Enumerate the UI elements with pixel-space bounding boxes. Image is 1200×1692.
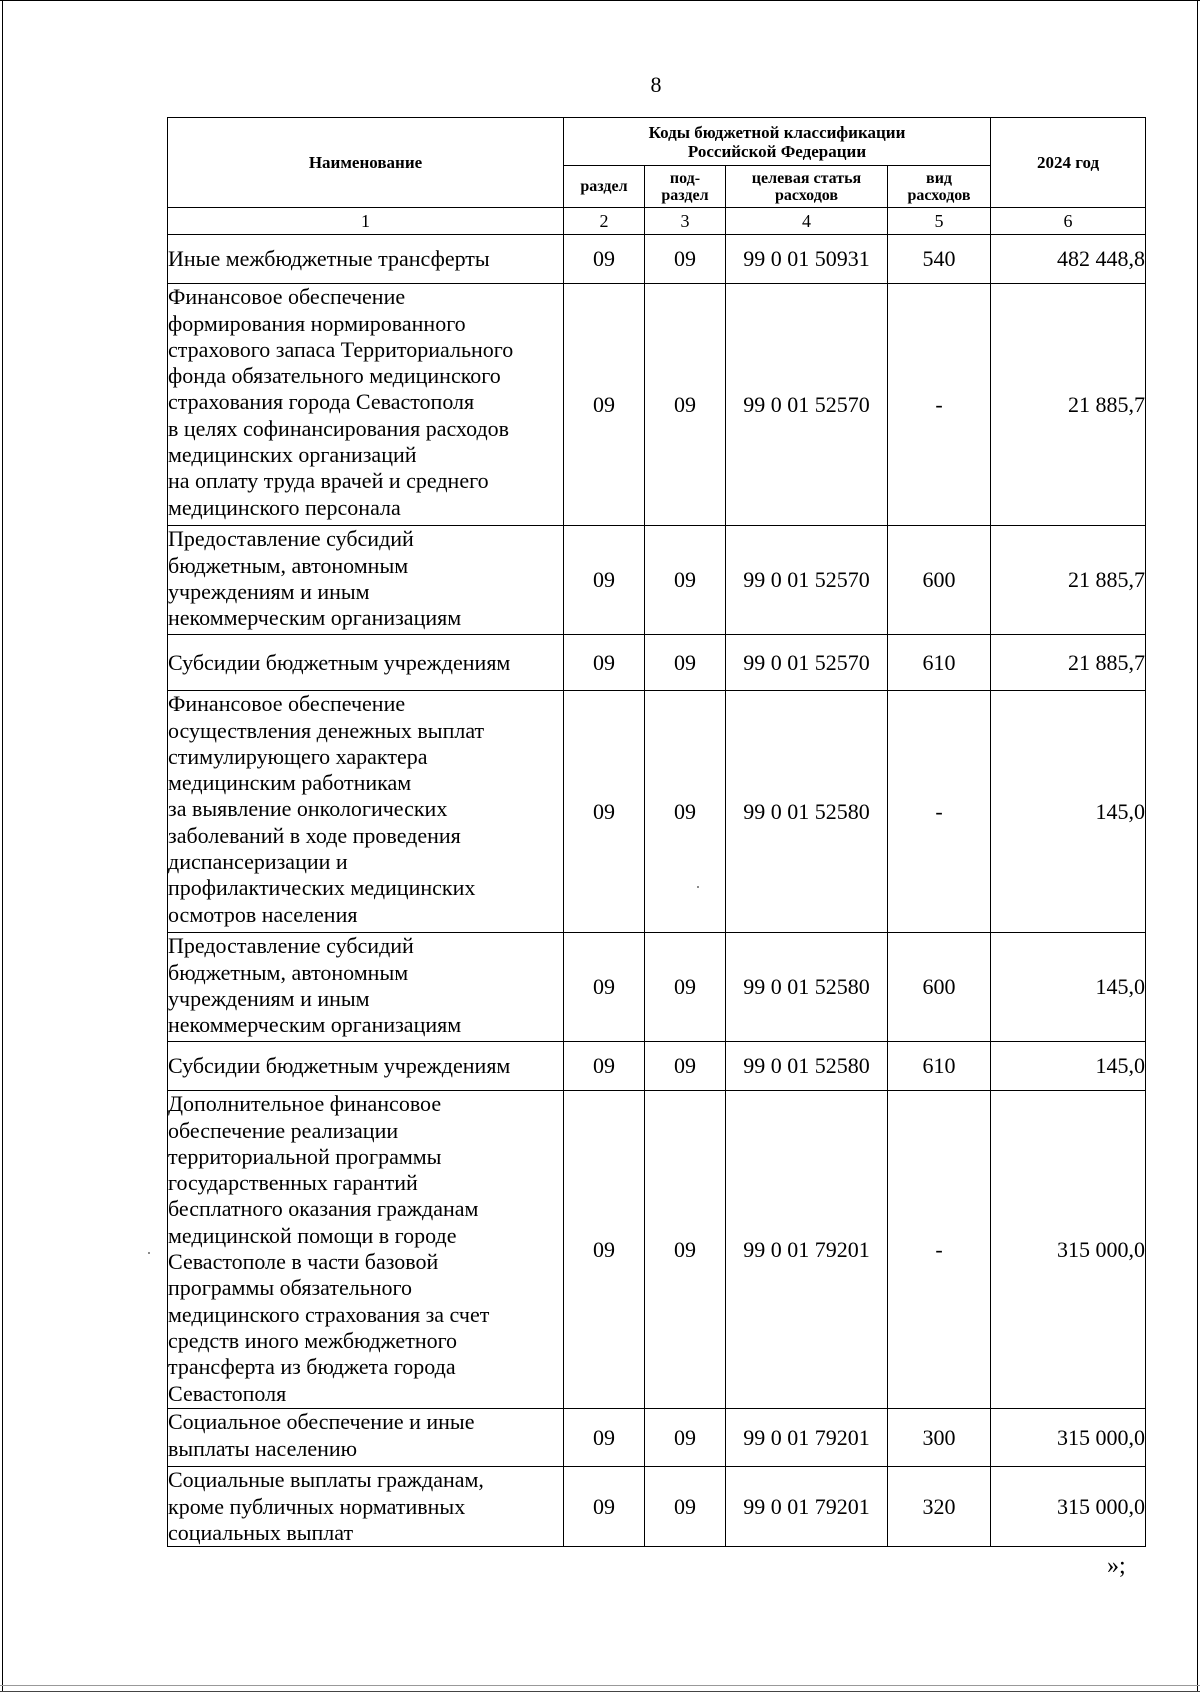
table-row bbox=[168, 1467, 1146, 1547]
row-target-article: 99 0 01 52570 bbox=[726, 284, 888, 526]
page-border-bottom-shadow bbox=[0, 1685, 1200, 1686]
row-target-article: 99 0 01 52580 bbox=[726, 1042, 888, 1091]
row-amount: 315 000,0 bbox=[991, 1467, 1146, 1547]
table-row bbox=[168, 1042, 1146, 1091]
row-expense-type: 610 bbox=[888, 1042, 991, 1091]
row-section: 09 bbox=[564, 635, 645, 691]
row-subsection: 09 bbox=[645, 1409, 726, 1467]
table-row bbox=[168, 1409, 1146, 1467]
table-row bbox=[168, 526, 1146, 635]
row-target-article: 99 0 01 52580 bbox=[726, 691, 888, 933]
table-row bbox=[168, 933, 1146, 1042]
row-amount: 482 448,8 bbox=[991, 235, 1146, 284]
row-amount: 21 885,7 bbox=[991, 526, 1146, 635]
row-target-article: 99 0 01 52580 bbox=[726, 933, 888, 1042]
header-name: Наименование bbox=[168, 118, 564, 208]
row-subsection: 09 bbox=[645, 235, 726, 284]
row-target-article: 99 0 01 52570 bbox=[726, 635, 888, 691]
row-expense-type: 600 bbox=[888, 933, 991, 1042]
row-target-article: 99 0 01 79201 bbox=[726, 1091, 888, 1409]
row-name: Предоставление субсидий бюджетным, автономным учреждениям и иным некоммерческим организациям bbox=[168, 933, 564, 1042]
row-target-article: 99 0 01 79201 bbox=[726, 1409, 888, 1467]
row-name: Социальные выплаты гражданам, кроме публичных нормативных социальных выплат bbox=[168, 1467, 564, 1547]
row-target-article: 99 0 01 52570 bbox=[726, 526, 888, 635]
row-name: Финансовое обеспечение осуществления денежных выплат стимулирующего характера медицинским работникам за выявление онкологических заболеваний в ходе проведения диспансеризации и профилактических медицинских осмотров населения bbox=[168, 691, 564, 933]
table-row bbox=[168, 1091, 1146, 1409]
page-border-top bbox=[0, 0, 1200, 1]
row-expense-type: 300 bbox=[888, 1409, 991, 1467]
row-subsection: 09 bbox=[645, 1091, 726, 1409]
row-amount: 315 000,0 bbox=[991, 1409, 1146, 1467]
column-number: 3 bbox=[645, 208, 726, 235]
row-section: 09 bbox=[564, 1409, 645, 1467]
row-name: Финансовое обеспечение формирования нормированного страхового запаса Территориального фонда обязательного медицинского страхования города Севастополя в целях софинансирования расходов медицинских организаций на оплату труда врачей и среднего медицинского персонала bbox=[168, 284, 564, 526]
page-border-left bbox=[2, 0, 3, 1692]
header-target-article: целевая статья расходов bbox=[726, 166, 888, 208]
row-section: 09 bbox=[564, 284, 645, 526]
row-expense-type: 600 bbox=[888, 526, 991, 635]
header-expense-type: вид расходов bbox=[888, 166, 991, 208]
row-subsection: 09 bbox=[645, 933, 726, 1042]
row-amount: 145,0 bbox=[991, 1042, 1146, 1091]
column-numbers-row bbox=[168, 208, 1146, 235]
column-number: 6 bbox=[991, 208, 1146, 235]
row-amount: 315 000,0 bbox=[991, 1091, 1146, 1409]
column-number: 1 bbox=[168, 208, 564, 235]
row-section: 09 bbox=[564, 1042, 645, 1091]
row-name: Субсидии бюджетным учреждениям bbox=[168, 635, 564, 691]
row-amount: 145,0 bbox=[991, 933, 1146, 1042]
header-year: 2024 год bbox=[991, 118, 1146, 208]
row-section: 09 bbox=[564, 235, 645, 284]
row-section: 09 bbox=[564, 1091, 645, 1409]
row-section: 09 bbox=[564, 1467, 645, 1547]
table-row bbox=[168, 635, 1146, 691]
budget-table bbox=[167, 117, 1146, 1547]
row-expense-type: 610 bbox=[888, 635, 991, 691]
row-name: Иные межбюджетные трансферты bbox=[168, 235, 564, 284]
column-number: 2 bbox=[564, 208, 645, 235]
row-subsection: 09 bbox=[645, 1042, 726, 1091]
scan-speck bbox=[148, 1252, 150, 1254]
row-name: Предоставление субсидий бюджетным, автономным учреждениям и иным некоммерческим организациям bbox=[168, 526, 564, 635]
table-row bbox=[168, 691, 1146, 933]
row-subsection: 09 bbox=[645, 1467, 726, 1547]
row-name: Дополнительное финансовое обеспечение реализации территориальной программы государственных гарантий бесплатного оказания гражданам медицинской помощи в городе Севастополе в части базовой программы обязательного медицинского страхования за счет средств иного межбюджетного трансферта из бюджета города Севастополя bbox=[168, 1091, 564, 1409]
row-amount: 145,0 bbox=[991, 691, 1146, 933]
header-section: раздел bbox=[564, 166, 645, 208]
header-subsection: под- раздел bbox=[645, 166, 726, 208]
row-expense-type: - bbox=[888, 1091, 991, 1409]
row-expense-type: - bbox=[888, 691, 991, 933]
row-expense-type: 540 bbox=[888, 235, 991, 284]
table-row bbox=[168, 284, 1146, 526]
row-expense-type: - bbox=[888, 284, 991, 526]
table-row bbox=[168, 235, 1146, 284]
page-border-right bbox=[1197, 0, 1198, 1692]
row-name: Субсидии бюджетным учреждениям bbox=[168, 1042, 564, 1091]
closing-quote-mark: »; bbox=[1107, 1553, 1126, 1579]
row-amount: 21 885,7 bbox=[991, 284, 1146, 526]
row-target-article: 99 0 01 50931 bbox=[726, 235, 888, 284]
page-number: 8 bbox=[650, 72, 662, 97]
row-section: 09 bbox=[564, 691, 645, 933]
row-section: 09 bbox=[564, 526, 645, 635]
row-subsection: 09 bbox=[645, 635, 726, 691]
row-subsection: 09 bbox=[645, 284, 726, 526]
row-target-article: 99 0 01 79201 bbox=[726, 1467, 888, 1547]
header-codes-group: Коды бюджетной классификации Российской Федерации bbox=[564, 118, 991, 166]
column-number: 5 bbox=[888, 208, 991, 235]
row-subsection: 09 bbox=[645, 691, 726, 933]
row-expense-type: 320 bbox=[888, 1467, 991, 1547]
row-amount: 21 885,7 bbox=[991, 635, 1146, 691]
row-name: Социальное обеспечение и иные выплаты населению bbox=[168, 1409, 564, 1467]
row-subsection: 09 bbox=[645, 526, 726, 635]
row-section: 09 bbox=[564, 933, 645, 1042]
column-number: 4 bbox=[726, 208, 888, 235]
scan-speck bbox=[697, 886, 699, 888]
